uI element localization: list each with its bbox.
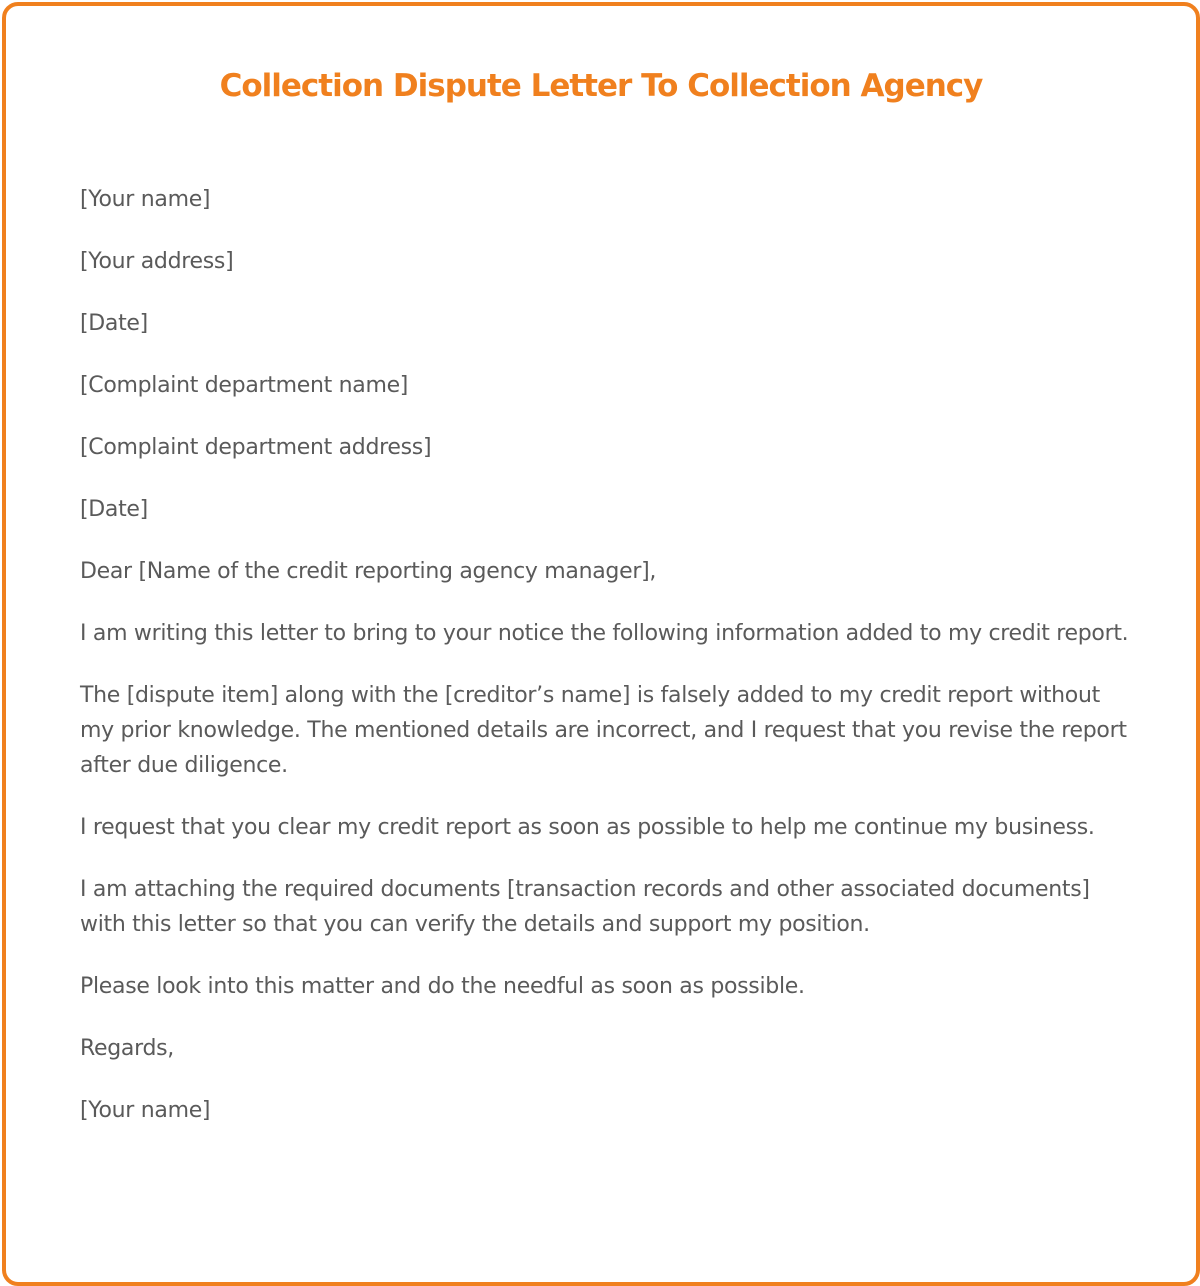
letter-card <box>2 2 1200 1286</box>
paragraph-intro: I am writing this letter to bring to your notice the following information added to my credit report. <box>80 621 1129 646</box>
salutation: Dear [Name of the credit reporting agency manager], <box>80 559 657 584</box>
letter-body <box>80 182 1140 1155</box>
paragraph-attachments: I am attaching the required documents [transaction records and other associated documents] with this letter so that you can verify the details and support my position. <box>80 877 1090 937</box>
letter-date: [Date] <box>80 311 148 336</box>
sender-address: [Your address] <box>80 249 234 274</box>
letter-date-second: [Date] <box>80 497 148 522</box>
closing: Regards, <box>80 1036 174 1061</box>
recipient-name: [Complaint department name] <box>80 373 409 398</box>
sender-name: [Your name] <box>80 187 211 212</box>
recipient-address: [Complaint department address] <box>80 435 432 460</box>
paragraph-dispute: The [dispute item] along with the [creditor’s name] is falsely added to my credit report without my prior knowledge. The mentioned details are incorrect, and I request that you revise the report after due diligence. <box>80 683 1127 778</box>
signature: [Your name] <box>80 1098 211 1123</box>
paragraph-closing-request: Please look into this matter and do the needful as soon as possible. <box>80 974 805 999</box>
paragraph-request: I request that you clear my credit report as soon as possible to help me continue my business. <box>80 815 1095 840</box>
page-title: Collection Dispute Letter To Collection Agency <box>219 68 983 104</box>
